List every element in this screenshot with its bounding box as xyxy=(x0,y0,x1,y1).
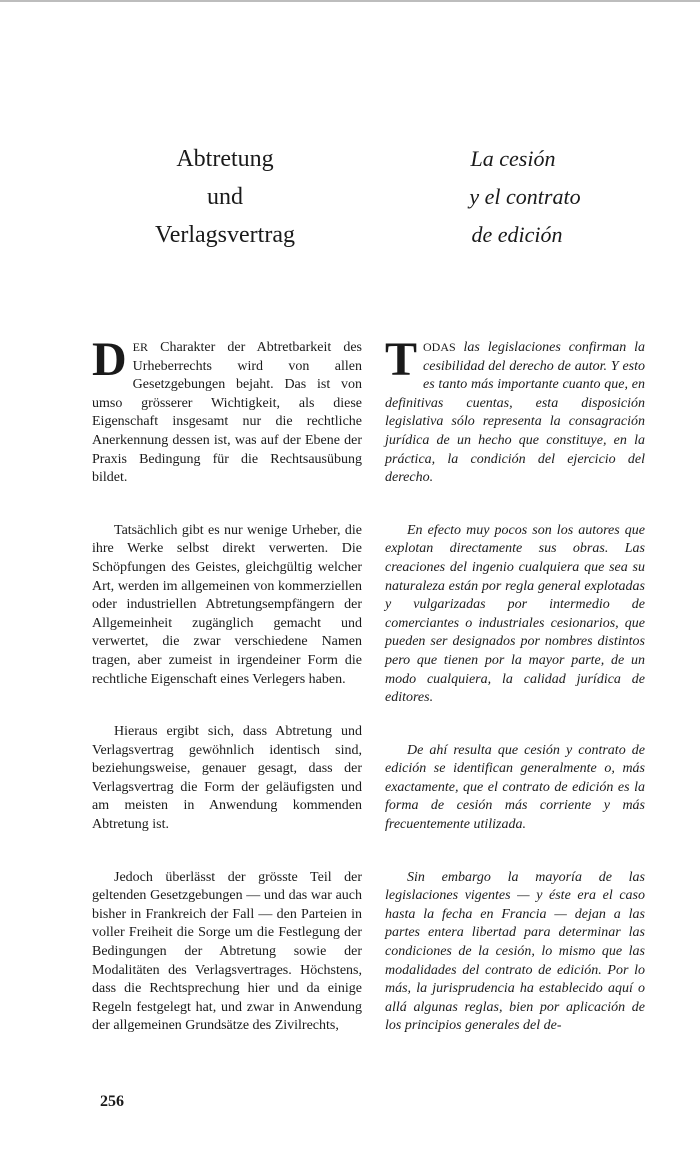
spanish-paragraph: En efecto muy pocos son los autores que explotan directamente sus obras. Las creaciones del ingenio cualquiera que sea su naturaleza están por regla general explotadas y vulgarizadas por intermedio de comerciantes o industriales cesionarios, que pueden ser designados por nombres distintos pero que tienen por la mayor parte, de un modo cualquiera, la calidad jurídica de editores. xyxy=(385,522,645,706)
spanish-paragraph xyxy=(385,333,645,488)
spanish-title xyxy=(410,140,610,254)
german-column xyxy=(92,333,362,1070)
german-paragraph: Hieraus ergibt sich, dass Abtretung und Verlagsvertrag gewöhnlich identisch sind, beziehungsweise, genauer gesagt, dass der Verlagsvertrag die Form der geläufigsten und am meisten in Anwendung kommenden Abtretung ist. xyxy=(92,724,362,833)
drop-cap: T xyxy=(385,333,418,386)
spanish-title-line: de edición xyxy=(471,222,563,247)
german-paragraph: Jedoch überlässt der grösste Teil der geltenden Gesetzgebungen — und das war auch bisher in Frankreich der Fall — den Parteien in voller Freiheit die Sorge um die Festlegung der Bedingungen der Abtretung sowie der Modalitäten des Verlagsvertrages. Höchstens, dass die Rechtsprechung hier und da einige Regeln festgelegt hat, und zwar in Anwendung der allgemeinen Grundsätze des Zivilrechts, xyxy=(92,869,362,1034)
spanish-column xyxy=(385,333,645,1070)
german-title-line: und xyxy=(207,184,243,210)
spanish-paragraph: De ahí resulta que cesión y contrato de edición se identifican generalmente o, más exactamente, que el contrato de edición es la forma de cesión más corriente y más frecuentemente utilizada. xyxy=(385,742,645,833)
first-word-rest: ER xyxy=(132,340,149,354)
first-word-rest: ODAS xyxy=(423,340,456,354)
page-number: 256 xyxy=(100,1093,124,1110)
german-title-line: Verlagsvertrag xyxy=(155,222,295,248)
german-paragraph xyxy=(92,333,362,488)
drop-cap: D xyxy=(92,333,127,386)
german-title xyxy=(130,140,320,254)
german-paragraph: Tatsächlich gibt es nur wenige Urheber, die ihre Werke selbst direkt verwerten. Die Schöpfungen des Geistes, gleichgültig welcher Art, werden im allgemeinen von kommerziellen oder industriellen Abtretungsempfängern der Allgemeinheit zugänglich gemacht und verwertet, die zwar verschiedene Namen tragen, aber zumeist in irgendeiner Form die rechtliche Eigenschaft eines Verlegers haben. xyxy=(92,522,362,687)
german-title-line: Abtretung xyxy=(176,146,274,172)
paragraph-text: las legislaciones confirman la cesibilidad del derecho de autor. Y esto es tanto más importante cuanto que, en definitivas cuentas, esta disposición legislativa sólo representa la consagración jurídica de un hecho que constituye, en la práctica, la condición del ejercicio del derecho. xyxy=(385,340,645,486)
spanish-paragraph: Sin embargo la mayoría de las legislaciones vigentes — y éste era el caso hasta la fecha en Francia — dejan a las partes entera libertad para determinar las condiciones de la cesión, lo mismo que las modalidades del contrato de edición. Por lo más, la jurisprudencia ha establecido aquí o allá algunas reglas, bien por aplicación de los principios generales del de- xyxy=(385,869,645,1034)
top-border xyxy=(0,0,700,2)
spanish-title-line: y el contrato xyxy=(469,184,581,209)
paragraph-text: Charakter der Abtretbarkeit des Urheberrechts wird von allen Gesetzgebungen bejaht. Das ist von umso grösserer Wichtigkeit, als diese Eigenschaft insgesamt nur die rechtliche Anerkennung dessen ist, was auf der Ebene der Praxis Bedingung für die Rechtsausübung bildet. xyxy=(92,340,362,486)
spanish-title-line: La cesión xyxy=(470,146,556,171)
